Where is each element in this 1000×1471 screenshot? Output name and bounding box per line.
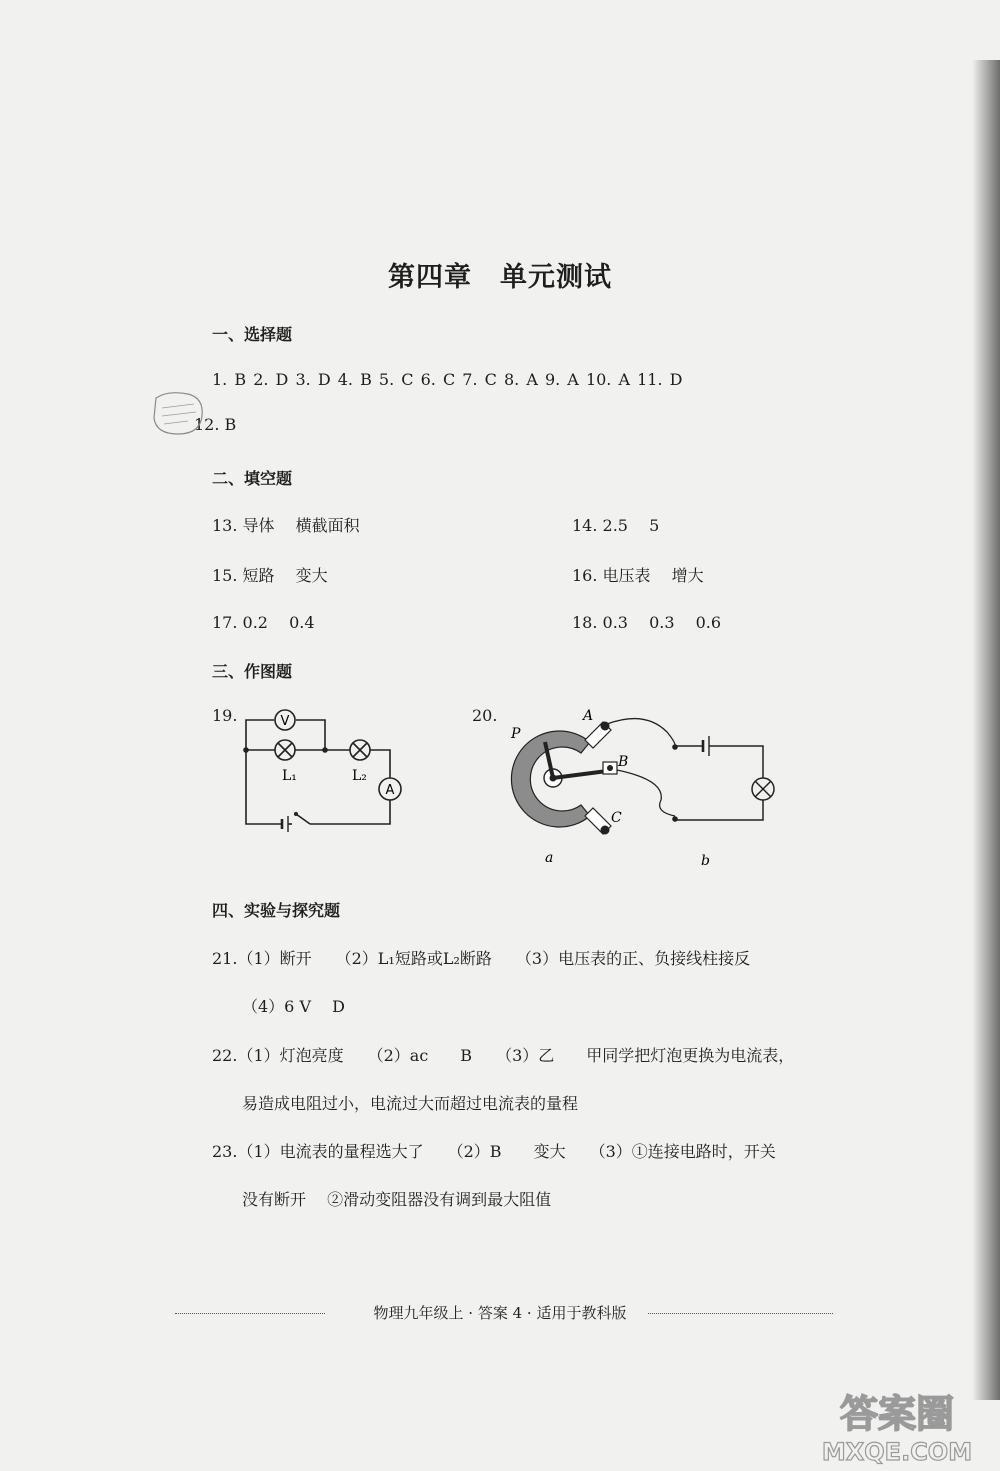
terminal-a-label: A	[583, 708, 594, 724]
exp-q21-line1: 21.（1）断开 （2）L₁短路或L₂断路 （3）电压表的正、负接线柱接反	[212, 949, 751, 968]
fill-q15: 15. 短路 变大	[212, 566, 328, 585]
q19-label: 19.	[212, 706, 238, 725]
fill-q13: 13. 导体 横截面积	[212, 516, 360, 535]
exp-q22-line2: 易造成电阻过小，电流过大而超过电流表的量程	[242, 1094, 579, 1113]
watermark-logo-icon	[805, 1382, 990, 1467]
section-fill: 二、填空题	[212, 469, 293, 488]
circuit-diagram-19	[230, 700, 410, 840]
exp-q23-line1: 23.（1）电流表的量程选大了 （2）B 变大 （3）①连接电路时，开关	[212, 1142, 776, 1161]
q20-label: 20.	[472, 706, 498, 725]
section-experiment: 四、实验与探究题	[212, 901, 341, 920]
fill-q14: 14. 2.5 5	[572, 516, 660, 535]
caption-a: a	[545, 850, 554, 866]
section-choice: 一、选择题	[212, 325, 293, 344]
terminal-b-label: B	[618, 754, 629, 770]
mc-answers-line2: 12. B	[194, 415, 237, 434]
exp-q21-line2: （4）6 V D	[242, 997, 345, 1016]
page-footer: 物理九年级上 · 答案 4 · 适用于教科版	[373, 1304, 627, 1322]
ammeter-label: A	[385, 783, 395, 798]
stamp-icon	[148, 388, 206, 438]
terminal-c-label: C	[611, 810, 622, 826]
watermark-domain: MXQE.COM	[821, 1438, 973, 1466]
rheostat-diagram-20	[495, 700, 795, 875]
caption-b: b	[701, 853, 710, 869]
fill-q16: 16. 电压表 增大	[572, 566, 704, 585]
page-title: 第四章 单元测试	[388, 262, 612, 293]
mc-answers-line1: 1. B 2. D 3. D 4. B 5. C 6. C 7. C 8. A 9. A 10. A 11. D	[212, 370, 683, 389]
point-p-label: P	[511, 726, 521, 742]
voltmeter-label: V	[280, 714, 290, 729]
section-drawing: 三、作图题	[212, 662, 293, 681]
exp-q23-line2: 没有断开 ②滑动变阻器没有调到最大阻值	[242, 1190, 552, 1209]
watermark-title: 答案圈	[839, 1392, 955, 1436]
lamp-l2-label: L₂	[352, 768, 367, 784]
lamp-l1-label: L₁	[282, 768, 297, 784]
fill-q17: 17. 0.2 0.4	[212, 613, 315, 632]
exp-q22-line1: 22.（1）灯泡亮度 （2）ac B （3）乙 甲同学把灯泡更换为电流表，	[212, 1046, 795, 1065]
fill-q18: 18. 0.3 0.3 0.6	[572, 613, 722, 632]
